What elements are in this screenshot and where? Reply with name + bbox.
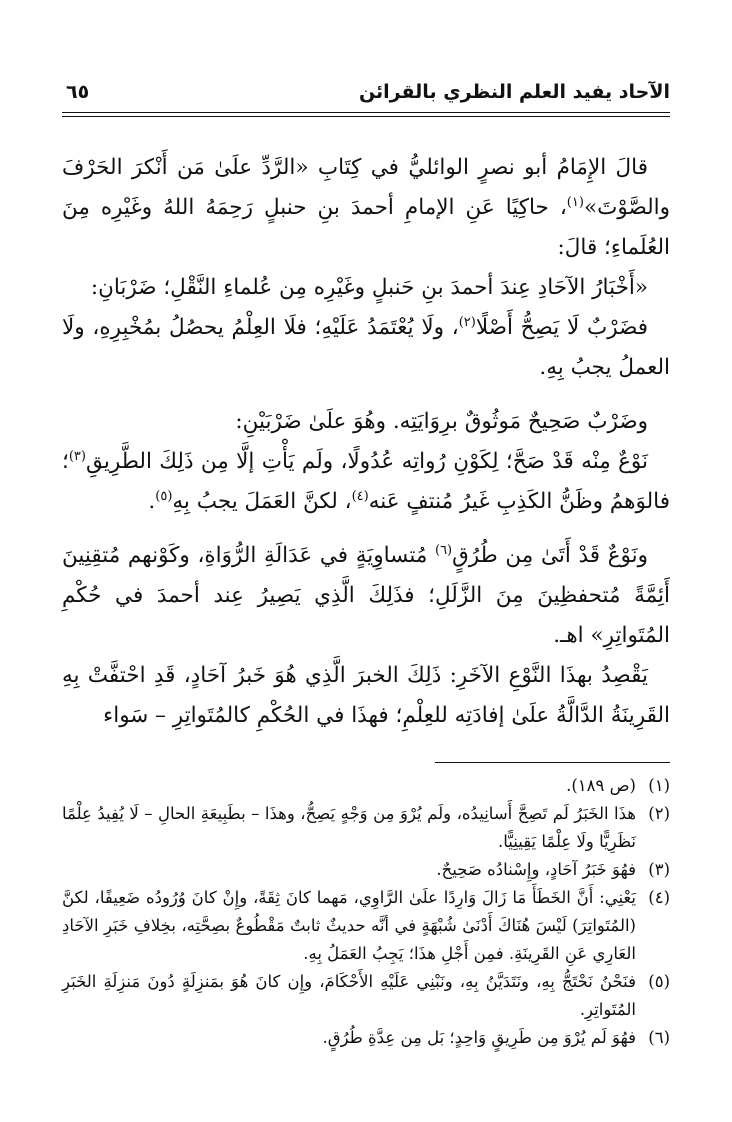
footnote-3 [62,856,670,884]
paragraph-text: ؛ فالوَهمُ وظَنُّ الكَذِبِ غَيرُ مُنتفٍ عَنه [62,449,670,514]
footnote-5 [62,968,670,1024]
footnote-text: هذَا الخَبَرُ لَم تَصِحَّ أَسانِيدُه، ولَم يُرْوَ مِن وَجْهٍ يَصِحُّ، وهذَا – بطَبِيعَةِ الحالِ – لَا يُفِيدُ عِلْمًا نَظَرِيًّا ولَا عِلْمًا يَقِينِيًّا. [62,804,636,851]
paragraph-text: «أَخْبَارُ الآحَادِ عِندَ أحمدَ بنِ حَنبلٍ وغَيْرِه مِن عُلماءِ النَّقْلِ؛ ضَرْبَانِ: [90,275,648,300]
footnote-reference[interactable]: (٣) [68,448,86,464]
paragraph-6 [62,536,670,656]
paragraph-text: ، ولَا يُعْتَمَدُ عَلَيْهِ؛ فلَا العِلْمُ يحصُلُ بمُخْبِرِهِ، ولَا العملُ يجبُ بِهِ. [62,315,670,380]
main-text [62,148,670,736]
footnote-6 [62,1024,670,1052]
running-title: الآحاد يفيد العلم النظري بالقرائن [358,81,670,103]
paragraph-text: فضَرْبٌ لَا يَصِحُّ أَصْلًا [475,315,648,340]
paragraph-3 [62,308,670,388]
paragraph-4 [62,402,670,442]
paragraph-5 [62,442,670,522]
footnote-1 [62,772,670,800]
footnote-reference[interactable]: (١) [566,194,584,210]
page-number: ٦٥ [66,81,90,103]
paragraph-text: ، لكنَّ العَمَلَ يجبُ بِهِ [172,489,352,514]
footnote-separator [435,762,670,763]
paragraph-text: مُتساوِيَةٍ في عَدَالَةِ الرُّوَاةِ، وكَوْنهم مُتقِنِينَ أَئِمَّةً مُتحفظِينَ مِنَ الزَّلَلِ؛ فذَلِكَ الَّذِي يَصِيرُ عِند أحمدَ في حُكْمِ المُتَواتِرِ» اهـ. [62,543,670,648]
footnote-text: فهُوَ لَم يُرْوَ مِن طَرِيقٍ وَاحِدٍ؛ بَل مِن عِدَّةِ طُرُقٍ. [322,1028,636,1047]
footnote-text: فنَحْنُ نَحْتَجُّ بِهِ، ونَتَدَيَّنُ بِهِ، ونَبْنِي عَلَيْهِ الأَحْكَامَ، وإِن كانَ هُوَ بمَنزِلَةٍ دُونَ مَنزِلَةِ الخَبَرِ المُتَواتِرِ. [62,972,636,1019]
footnotes [62,772,670,1052]
paragraph-text: وضَرْبٌ صَحِيحٌ مَوثُوقٌ برِوَايَتِه. وهُوَ علَىٰ ضَرْبَيْنِ: [235,409,648,434]
footnote-number: (٥) [648,972,670,991]
footnote-reference[interactable]: (٦) [434,542,453,558]
paragraph-2 [62,268,670,308]
footnote-text: فهُوَ خَبَرُ آحَادٍ، وإِسْنادُه صَحِيحٌ. [436,860,636,879]
paragraph-text: ونَوْعٌ قَدْ أَتَىٰ مِن طُرُقٍ [452,543,648,568]
header-rule [62,112,670,113]
footnote-text: (ص ١٨٩). [566,776,636,795]
footnote-reference[interactable]: (٢) [458,314,476,330]
footnote-2 [62,800,670,856]
footnote-text: يَعْنِي: أَنَّ الخَطَأَ مَا زَالَ وَارِدًا علَىٰ الرَّاوِي، مَهما كانَ ثِقَةً، وإِنْ كانَ وُرُودُه ضَعِيفًا، لكنَّ (المُتَواتِرَ) لَيْسَ هُنَاكَ أَدْنَىٰ شُبْهَةٍ في أنَّه حديثٌ ثابتٌ مَقْطُوعٌ بصِحَّتِه، بخِلافِ خَبَرِ الآحَادِ العَارِي عَنِ القَرِينَةِ. فمِن أَجْلِ هذَا؛ يَجِبُ العَمَلُ بِهِ. [62,888,636,963]
paragraph-text: نَوْعٌ مِنْه قَدْ صَحَّ؛ لِكَوْنِ رُواتِه عُدُولًا، ولَم يَأْتِ إلَّا مِن ذَلِكَ الطَّرِيقِ [85,449,648,474]
footnote-number: (٣) [648,860,670,879]
paragraph-text: ، حاكِيًا عَنِ الإمامِ أحمدَ بنِ حنبلٍ رَحِمَهُ اللهُ وغَيْرِه مِنَ العُلَماءِ؛ قالَ: [62,195,670,260]
footnote-number: (٤) [648,888,670,907]
footnote-reference[interactable]: (٥) [155,488,173,504]
footnote-number: (٦) [648,1028,670,1047]
footnote-4 [62,884,670,968]
footnote-reference[interactable]: (٤) [351,488,369,504]
page-header [62,40,670,103]
footnote-number: (٢) [648,804,670,823]
paragraph-text: . [148,489,156,514]
paragraph-text: قالَ الإِمَامُ أبو نصرٍ الوائليُّ في كِتَابِ «الرَّدِّ علَىٰ مَن أَنْكرَ الحَرْفَ والصَّوْتَ» [62,155,670,220]
paragraph-7 [62,656,670,736]
footnote-number: (١) [648,776,670,795]
header-rule-secondary [62,116,670,117]
book-page [62,40,670,1082]
paragraph-text: يَقْصِدُ بهذَا النَّوْعِ الآخَرِ: ذَلِكَ الخبرَ الَّذِي هُوَ خَبرُ آحَادٍ، قَدِ احْتفَّتْ بِهِ القَرِينَةُ الدَّالَّةُ علَىٰ إفادَتِه للعِلْمِ؛ فهذَا في الحُكْمِ كالمُتَواتِرِ – سَواء [62,663,670,728]
paragraph-1 [62,148,670,268]
